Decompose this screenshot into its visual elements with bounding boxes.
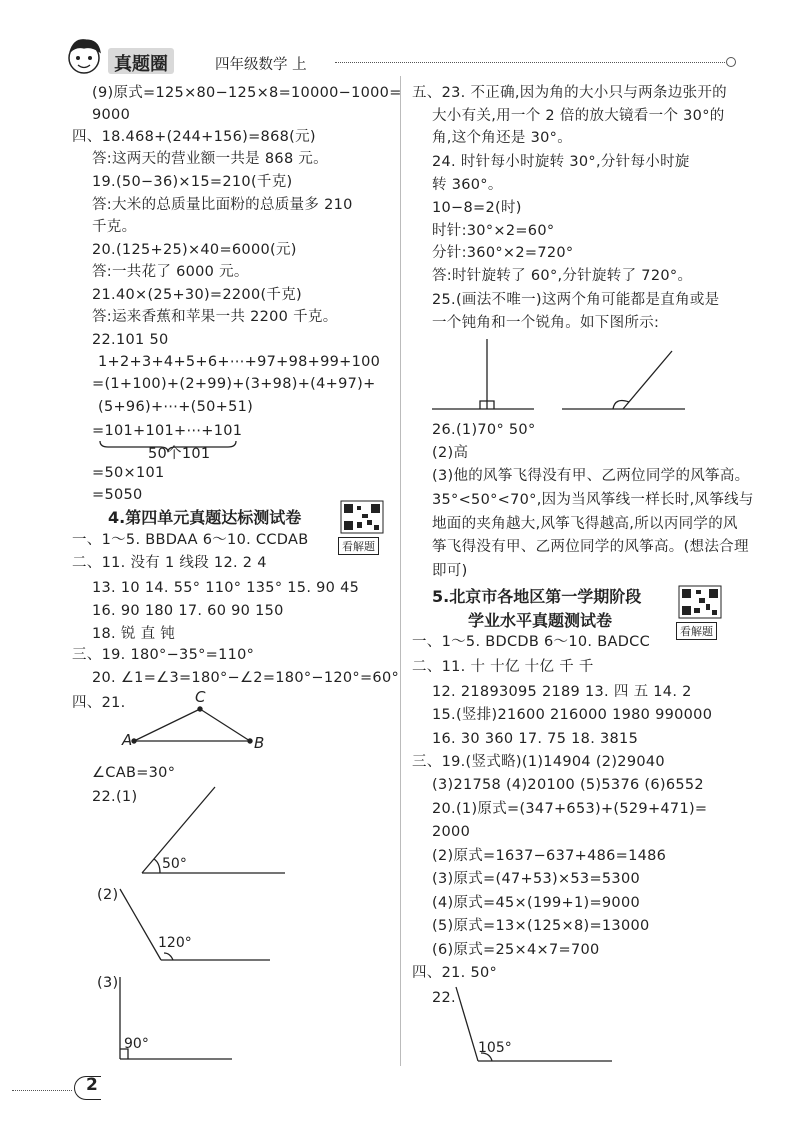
header-logo-text: 真题圈 [114,54,168,75]
right-answer-line: 角,这个角还是 30°。 [432,130,573,146]
angle-50-label: 50° [162,856,187,872]
left-answer-line: 9000 [92,107,131,123]
section5-answer-line: 三、19.(竖式略)(1)14904 (2)29040 [412,754,665,770]
section5-title-line2: 学业水平真题测试卷 [468,611,613,630]
section5-answer-line: (5)原式=13×(125×8)=13000 [432,918,650,934]
footer-rule [12,1090,72,1091]
left-answer-line: =5050 [92,487,143,503]
q26-answer-line: (3)他的风筝飞得没有甲、乙两位同学的风筝高。 [432,468,750,484]
angle-105-label: 105° [478,1040,512,1056]
section4-answer-line: 四、21. [72,695,126,711]
underbrace [98,438,238,457]
left-answer-line: =50×101 [92,465,165,481]
section5-answer-line: (2)原式=1637−637+486=1486 [432,848,667,864]
section5-answer-line: 一、1～5. BDCDB 6～10. BADCC [412,634,651,650]
qr-code-icon [340,500,384,534]
right-answer-line: 一个钝角和一个锐角。如下图所示: [432,315,660,331]
q22-3-label: (3) [97,975,119,991]
q22-2-label: (2) [97,887,119,903]
right-answer-line: 大小有关,用一个 2 倍的放大镜看一个 30°的 [432,108,725,124]
angle-90-label: 90° [124,1036,149,1052]
section5-answer-line: (3)21758 (4)20100 (5)5376 (6)6552 [432,777,704,793]
section4-answer-line: 18. 锐 直 钝 [92,626,176,642]
q26-answer-line: 35°<50°<70°,因为当风筝线一样长时,风筝线与 [432,492,754,508]
right-answer-line: 10−8=2(时) [432,200,522,216]
section5-answer-line: 四、21. 50° [412,965,498,981]
right-angle-figure [432,339,534,409]
left-answer-line: =101+101+⋯+101 [92,423,243,439]
right-answer-line: 25.(画法不唯一)这两个角可能都是直角或是 [432,292,720,308]
obtuse-acute-angle-figure [562,351,685,409]
right-answer-line: 分针:360°×2=720° [432,245,574,261]
angle-90-figure [116,975,241,1067]
angle-120-figure [118,887,278,967]
point-a-label: A [122,731,133,749]
angle-120-label: 120° [158,935,192,951]
section5-answer-line: 12. 21893095 2189 13. 四 五 14. 2 [432,684,692,700]
section5-answer-line: (4)原式=45×(199+1)=9000 [432,895,641,911]
left-answer-line: 千克。 [92,219,137,235]
left-answer-line: 答:这两天的营业额一共是 868 元。 [92,151,328,167]
left-answer-line: 21.40×(25+30)=2200(千克) [92,287,302,303]
section5-answer-line: 2000 [432,824,471,840]
section5-view-solution-label[interactable]: 看解题 [676,622,717,640]
right-answer-line: 24. 时针每小时旋转 30°,分针每小时旋 [432,154,690,170]
column-divider [400,76,401,1066]
q26-answer-line: 筝飞得没有甲、乙两位同学的风筝高。(想法合理 [432,539,749,555]
section4-answer-line: 13. 10 14. 55° 110° 135° 15. 90 45 [92,580,360,596]
section5-answer-line: (6)原式=25×4×7=700 [432,942,600,958]
left-answer-line: 20.(125+25)×40=6000(元) [92,242,297,258]
left-answer-line: 四、18.468+(244+156)=868(元) [72,129,316,145]
header-rule-end [726,57,736,67]
q26-answer-line: 26.(1)70° 50° [432,422,536,438]
section4-title: 4.第四单元真题达标测试卷 [108,508,302,527]
section4-view-solution-label[interactable]: 看解题 [338,537,379,555]
section5-answer-line: 15.(竖排)21600 216000 1980 990000 [432,707,713,723]
left-answer-line: 1+2+3+4+5+6+⋯+97+98+99+100 [98,354,381,370]
section4-answer-line: 三、19. 180°−35°=110° [72,647,255,663]
angle-105-figure [452,985,617,1065]
section4-answer-line: 16. 90 180 17. 60 90 150 [92,603,284,619]
section5-qr-code[interactable] [678,585,722,623]
header-subtitle: 四年级数学 上 [215,57,307,73]
q26-answer-line: (2)高 [432,445,469,461]
section5-answer-line: 16. 30 360 17. 75 18. 3815 [432,731,639,747]
left-answer-line: (9)原式=125×80−125×8=10000−1000= [92,85,402,101]
left-answer-line: =(1+100)+(2+99)+(3+98)+(4+97)+ [92,376,376,392]
left-answer-line: 22.101 50 [92,332,169,348]
right-answer-line: 时针:30°×2=60° [432,223,555,239]
section5-answer-line: (3)原式=(47+53)×53=5300 [432,871,641,887]
q26-answer-line: 地面的夹角越大,风筝飞得越高,所以丙同学的风 [432,516,738,532]
section5-answer-line: 二、11. 十 十亿 十亿 千 千 [412,659,594,675]
section4-qr-code[interactable] [340,500,384,538]
section5-answer-line: 22. [432,990,456,1006]
q26-answer-line: 即可) [432,563,468,579]
point-b-label: B [254,734,265,752]
page-number: 2 [86,1075,98,1095]
right-answer-line: 五、23. 不正确,因为角的大小只与两条边张开的 [412,85,727,101]
left-answer-line: 答:运来香蕉和苹果一共 2200 千克。 [92,309,338,325]
section4-answer-line: 二、11. 没有 1 线段 12. 2 4 [72,555,267,571]
angle-50-figure [130,785,300,885]
left-answer-line: 答:一共花了 6000 元。 [92,264,249,280]
qr-code-icon [678,585,722,619]
point-c-label: C [195,688,206,706]
header-rule [335,62,725,63]
right-answer-line: 答:时针旋转了 60°,分针旋转了 720°。 [432,268,693,284]
right-answer-line: 转 360°。 [432,177,503,193]
left-answer-line: (5+96)+⋯+(50+51) [98,399,254,415]
left-answer-line: 50个101 [148,446,211,462]
q22-1-label: 22.(1) [92,789,138,805]
angle-cab-answer: ∠CAB=30° [92,765,176,781]
section5-answer-line: 20.(1)原式=(347+653)+(529+471)= [432,801,708,817]
section4-answer-line: 20. ∠1=∠3=180°−∠2=180°−120°=60° [92,670,400,686]
q25-figures [430,335,690,415]
boy-mascot-icon [62,34,108,78]
section5-title-line1: 5.北京市各地区第一学期阶段 [432,587,642,606]
section4-answer-line: 一、1～5. BBDAA 6～10. CCDAB [72,532,309,548]
left-answer-line: 19.(50−36)×15=210(千克) [92,174,293,190]
left-answer-line: 答:大米的总质量比面粉的总质量多 210 [92,197,353,213]
